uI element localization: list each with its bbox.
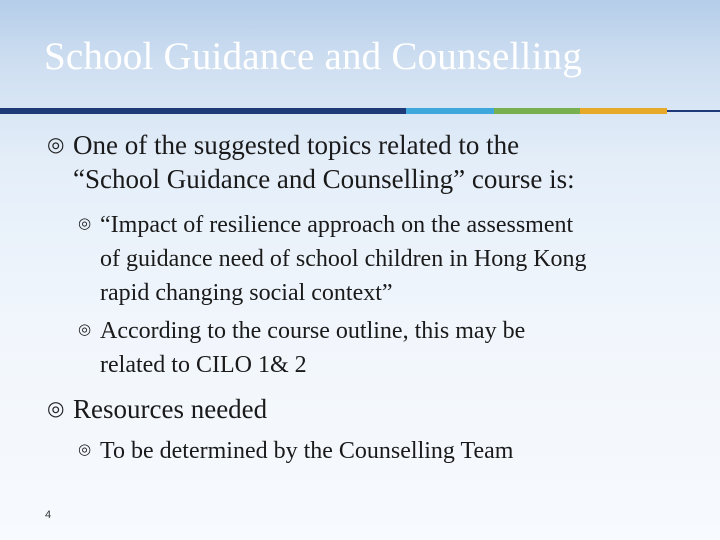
ring-bullet-icon: ◎ — [78, 216, 92, 232]
sub-bullet-text: “Impact of resilience approach on the assessment of guidance need of school children in Hong Kong rapid changing social context” — [100, 212, 587, 306]
divider-segment-blue — [406, 108, 494, 114]
page-number: 4 — [45, 509, 52, 521]
ring-bullet-icon: ◎ — [47, 398, 65, 420]
divider-segment-gold — [580, 108, 667, 114]
sub-bullet-item — [78, 314, 698, 382]
bullet-item — [47, 392, 697, 426]
bullet-item — [47, 128, 697, 196]
sub-bullet-text: According to the course outline, this may be related to CILO 1& 2 — [100, 318, 526, 378]
ring-bullet-icon: ◎ — [78, 322, 92, 338]
divider-segment-thin — [667, 110, 720, 112]
slide-title: School Guidance and Counselling — [44, 35, 583, 78]
ring-bullet-icon: ◎ — [47, 134, 65, 156]
sub-bullet-text: To be determined by the Counselling Team — [100, 438, 514, 464]
bullet-text: One of the suggested topics related to the “School Guidance and Counselling” course is: — [73, 130, 575, 194]
sub-bullet-item — [78, 208, 698, 310]
divider-segment-green — [494, 108, 580, 114]
bullet-text: Resources needed — [73, 394, 268, 424]
title-divider — [0, 108, 720, 114]
divider-segment-navy — [0, 108, 406, 114]
ring-bullet-icon: ◎ — [78, 442, 92, 458]
sub-bullet-item — [78, 434, 698, 468]
